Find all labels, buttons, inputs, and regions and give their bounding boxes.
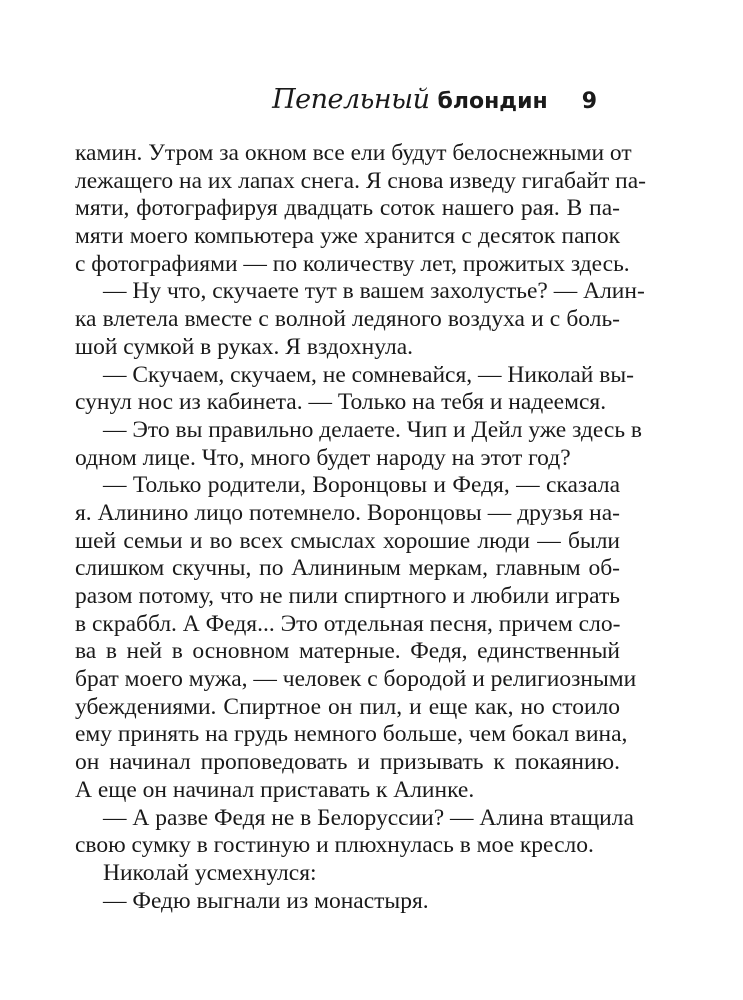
running-header: [272, 84, 597, 124]
text-line: мяти, фотографируя двадцать соток нашего рая. В па-: [75, 195, 620, 222]
text-line: в скраббл. А Федя... Это отдельная песня, причем сло-: [75, 610, 621, 637]
book-title-bold: блондин: [437, 89, 548, 114]
page-number: 9: [581, 89, 597, 114]
text-line: шой сумкой в руках. Я вздохнула.: [75, 333, 414, 360]
text-line: — А разве Федя не в Белоруссии? — Алина втащила: [103, 804, 634, 831]
text-line: он начинал проповедовать и призывать к покаянию.: [75, 749, 620, 776]
text-line: лежащего на их лапах снега. Я снова изведу гигабайт па-: [75, 167, 646, 194]
text-line: ва в ней в основном матерные. Федя, единственный: [75, 638, 620, 665]
text-line: — Скучаем, скучаем, не сомневайся, — Николай вы-: [103, 361, 634, 388]
text-line: — Это вы правильно делаете. Чип и Дейл уже здесь в: [103, 416, 643, 443]
text-line: шей семьи и во всех смыслах хорошие люди — были: [75, 527, 620, 554]
text-line: одном лице. Что, много будет народу на этот год?: [75, 444, 571, 471]
text-line: убеждениями. Спиртное он пил, и еще как, но стоило: [75, 693, 620, 720]
body-text: [75, 140, 646, 915]
text-line: А еще он начинал приставать к Алинке.: [75, 776, 475, 803]
text-line: с фотографиями — по количеству лет, прожитых здесь.: [75, 250, 630, 277]
text-line: сунул нос из кабинета. — Только на тебя и надеемся.: [75, 389, 607, 416]
text-line: свою сумку в гостиную и плюхнулась в мое кресло.: [75, 832, 594, 859]
text-line: камин. Утром за окном все ели будут белоснежными от: [75, 140, 632, 166]
text-line: — Ну что, скучаете тут в вашем захолустье? — Алин-: [103, 278, 645, 305]
text-line: мяти моего компьютера уже хранится с десяток папок: [75, 223, 620, 250]
text-line: разом потому, что не пили спиртного и любили играть: [75, 583, 620, 609]
book-title-italic: Пепельный: [272, 84, 430, 115]
text-line: ка влетела вместе с волной ледяного воздуха и с боль-: [75, 306, 620, 333]
text-line: — Федю выгнали из монастыря.: [103, 887, 429, 914]
text-line: ему принять на грудь немного больше, чем бокал вина,: [75, 721, 628, 748]
text-line: брат моего мужа, — человек с бородой и религиозными: [75, 666, 637, 693]
text-line: — Только родители, Воронцовы и Федя, — сказала: [103, 472, 620, 499]
text-line: слишком скучны, по Алининым меркам, главным об-: [75, 555, 620, 582]
text-line: я. Алинино лицо потемнело. Воронцовы — друзья на-: [75, 499, 620, 526]
text-line: Николай усмехнулся:: [103, 859, 317, 886]
